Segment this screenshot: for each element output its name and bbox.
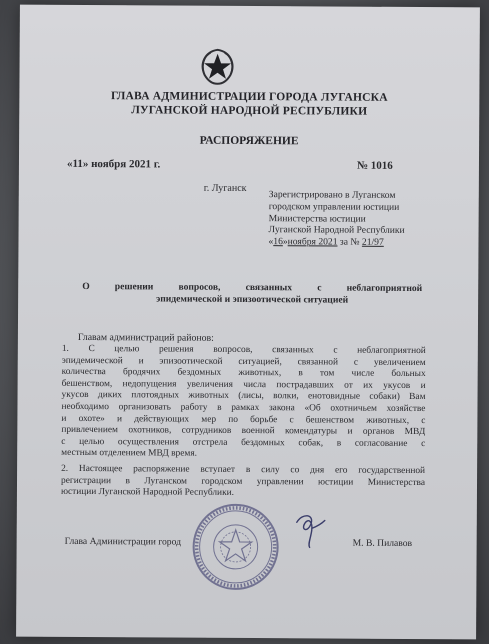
registration-date-line: «16»ноября 2021 за № 21/97 [268, 236, 384, 249]
paragraph-line: 1. С целью решения вопросов, связанных с неблагоприятной [61, 343, 426, 357]
registration-day: 16 [273, 236, 283, 248]
document-subject [82, 281, 422, 307]
handwritten-signature-icon [289, 508, 331, 548]
signatory-title: Глава Администрации город [64, 535, 182, 548]
addressee: Главам администраций районов: [77, 331, 214, 344]
paragraph-line: необходимо организовать работу в рамках закона «Об охотничьем хозяйстве [61, 401, 426, 415]
document-page [16, 5, 480, 640]
paragraph-line: количества бродячих бездомных животных, в том числе больных [61, 367, 426, 380]
paragraph-line: регистрации в Луганском городском управлении юстиции Министерства [60, 475, 426, 488]
paragraph-line: бешенством, недопущения увеличения числа пострадавших от их укусов и [61, 378, 426, 391]
paragraph-line: 2. Настоящее распоряжение вступает в силу со дня его государственной [61, 463, 426, 477]
paragraph-line: местным отделением МВД время. [61, 448, 198, 460]
document-city: г. Луганск [203, 182, 247, 194]
paragraph-line: укусов диких плотоядных животных (лисы, волки, енотовидные собаки) Вам [61, 390, 426, 403]
paragraph-line: и охоте» и действующих мер по борьбе с бешенством животных, с [61, 413, 426, 426]
subject-line-1: О решении вопросов, связанных с неблагоприятной [82, 280, 423, 295]
registration-block [268, 189, 478, 249]
subject-line-2: эпидемической и эпизоотической ситуацией [156, 293, 349, 306]
registration-number: 21/97 [361, 236, 384, 249]
paragraph-line: привлечением охотников, сотрудников военной комендатуры и органов МВД [61, 425, 426, 438]
header-line-1: ГЛАВА АДМИНИСТРАЦИИ ГОРОДА ЛУГАНСКА [110, 90, 388, 104]
document-type: РАСПОРЯЖЕНИЕ [199, 134, 299, 148]
paragraph-line: юстиции Луганской Народной Республики. [60, 487, 235, 499]
registration-line: Луганской Народной Республики [268, 224, 405, 237]
paragraph-line: эпидемической и эпизоотической ситуацией, связанной с увеличением [61, 355, 426, 368]
paragraph-2 [61, 464, 425, 501]
header-line-2: ЛУГАНСКОЙ НАРОДНОЙ РЕСПУБЛИКИ [131, 104, 368, 118]
document-number: № 1016 [356, 159, 393, 172]
registration-line: Министерства юстиции [268, 212, 366, 225]
registration-line: Зарегистрировано в Луганском [268, 189, 396, 201]
document-date: «11» ноября 2021 г. [66, 157, 161, 171]
paragraph-line: с целью осуществления отстрела бездомных собак, в согласование с [61, 436, 426, 449]
star-emblem-icon [195, 44, 239, 88]
registration-month-year: ноября 2021 [287, 236, 338, 248]
registration-line: городском управлении юстиции [268, 200, 400, 213]
official-seal-icon [190, 502, 281, 593]
paragraph-1 [61, 344, 426, 462]
signatory-name: М. В. Пилавов [352, 537, 413, 550]
